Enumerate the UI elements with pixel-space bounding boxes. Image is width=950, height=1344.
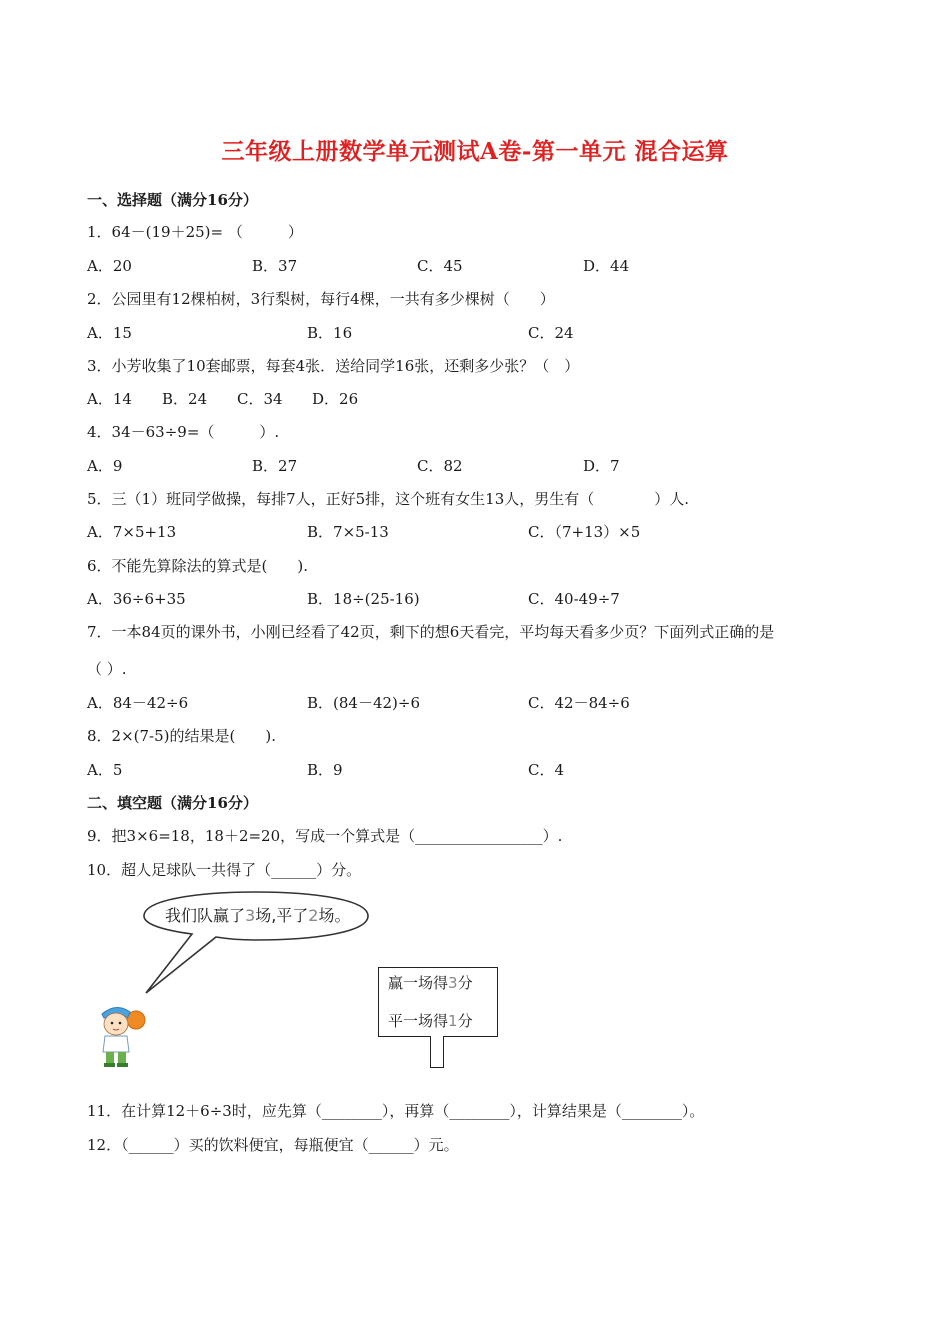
q2-option-b: B．16 xyxy=(307,324,353,342)
q8-option-b: B．9 xyxy=(307,761,343,779)
question-8: 8．2×(7-5)的结果是( ). xyxy=(87,727,276,745)
q7-option-b: B．(84－42)÷6 xyxy=(307,694,421,712)
question-5: 5．三（1）班同学做操，每排7人，正好5排，这个班有女生13人，男生有（ ）人. xyxy=(87,490,690,508)
bubble-text-b: 场,平了 xyxy=(255,906,309,925)
q3-option-b: B．24 xyxy=(162,390,208,408)
q6-option-a: A．36÷6+35 xyxy=(87,590,186,608)
section-heading-fill: 二、填空题（满分16分） xyxy=(87,794,258,812)
q2-option-a: A．15 xyxy=(87,324,132,342)
scoring-sign xyxy=(378,967,498,1037)
q1-option-c: C．45 xyxy=(417,257,463,275)
q7-option-a: A．84－42÷6 xyxy=(87,694,189,712)
sign-win-unit: 分 xyxy=(457,974,473,992)
question-10: 10．超人足球队一共得了（______）分。 xyxy=(87,861,362,879)
sign-draw-text: 平一场得 xyxy=(388,1012,449,1030)
bubble-text-c: 场。 xyxy=(318,906,351,925)
q6-option-b: B．18÷(25-16) xyxy=(307,590,420,608)
bubble-num-wins: 3 xyxy=(245,906,256,925)
sign-row-draw xyxy=(388,1010,473,1031)
q3-option-a: A．14 xyxy=(87,390,132,408)
question-2: 2．公园里有12棵柏树，3行梨树，每行4棵，一共有多少棵树（ ） xyxy=(87,290,555,308)
q3-option-c: C．34 xyxy=(237,390,283,408)
bubble-num-draws: 2 xyxy=(308,906,319,925)
sign-row-win xyxy=(388,972,473,993)
q8-option-c: C．4 xyxy=(528,761,565,779)
q7-option-c: C．42－84÷6 xyxy=(528,694,630,712)
question-11: 11．在计算12＋6÷3时，应先算（________），再算（________），计算结果是（________）。 xyxy=(87,1102,705,1120)
q1-option-b: B．37 xyxy=(252,257,298,275)
q4-option-b: B．27 xyxy=(252,457,298,475)
q1-option-d: D．44 xyxy=(583,257,630,275)
sign-win-text: 赢一场得 xyxy=(388,974,449,992)
q4-option-a: A．9 xyxy=(87,457,123,475)
bubble-text-a: 我们队赢了 xyxy=(165,906,246,925)
q5-option-b: B．7×5-13 xyxy=(307,523,389,541)
question-9: 9．把3×6=18，18＋2=20，写成一个算式是（_________________）. xyxy=(87,827,563,845)
speech-bubble-text xyxy=(165,903,351,926)
question-12: 12．（______）买的饮料便宜，每瓶便宜（______）元。 xyxy=(87,1136,459,1154)
question-1: 1．64－(19＋25)= （ ） xyxy=(87,223,303,241)
q2-option-c: C．24 xyxy=(528,324,574,342)
sign-post xyxy=(430,1036,444,1068)
question-6: 6．不能先算除法的算式是( ). xyxy=(87,557,309,575)
q6-option-c: C．40-49÷7 xyxy=(528,590,620,608)
page-title: 三年级上册数学单元测试A卷-第一单元 混合运算 xyxy=(221,138,729,165)
q8-option-a: A．5 xyxy=(87,761,123,779)
sign-win-points: 3 xyxy=(448,974,458,992)
section-heading-choice: 一、选择题（满分16分） xyxy=(87,191,258,209)
sign-draw-points: 1 xyxy=(448,1012,458,1030)
q4-option-d: D．7 xyxy=(583,457,620,475)
q5-option-a: A．7×5+13 xyxy=(87,523,177,541)
sign-draw-unit: 分 xyxy=(457,1012,473,1030)
q1-option-a: A．20 xyxy=(87,257,132,275)
question-3: 3．小芳收集了10套邮票，每套4张．送给同学16张，还剩多少张？（ ） xyxy=(87,357,580,375)
q5-option-c: C．（7+13）×5 xyxy=(528,523,641,541)
q4-option-c: C．82 xyxy=(417,457,463,475)
q3-option-d: D．26 xyxy=(312,390,359,408)
question-7-continued: （ ）. xyxy=(87,660,127,678)
question-4: 4．34－63÷9=（ ）. xyxy=(87,423,280,441)
question-7: 7．一本84页的课外书，小刚已经看了42页，剩下的想6天看完，平均每天看多少页？下面列式正确的是 xyxy=(87,623,775,641)
boy-with-ball-illustration xyxy=(92,1002,150,1070)
